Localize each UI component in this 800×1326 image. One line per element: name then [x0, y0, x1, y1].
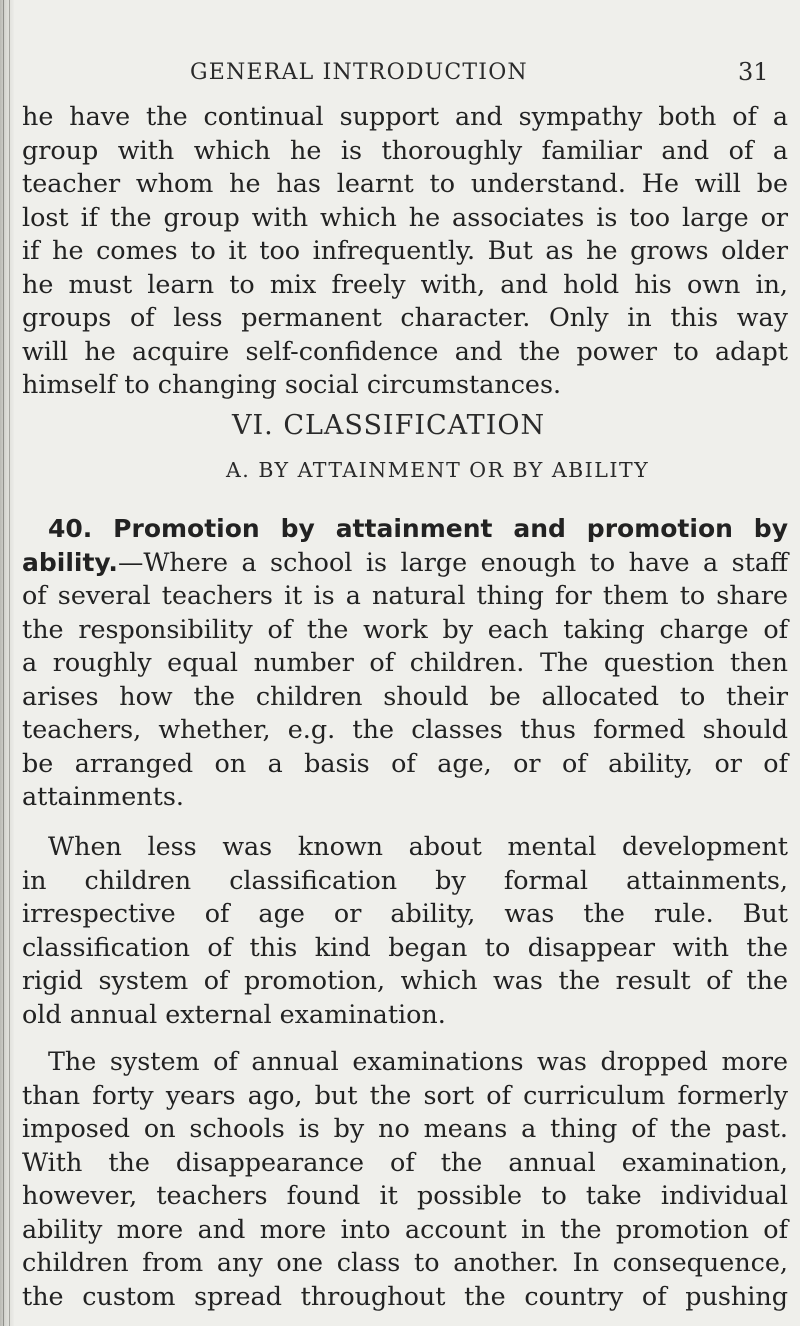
- text-line: teacher whom he has learnt to understand. He will be: [22, 168, 788, 198]
- text-line: irrespective of age or ability, was the rule. But: [22, 898, 788, 928]
- text-line: children from any one class to another. In consequence,: [22, 1247, 788, 1277]
- text-line: ability more and more into account in the promotion of: [22, 1213, 788, 1244]
- text-line: of several teachers it is a natural thing for them to share: [22, 580, 788, 610]
- text-line: rigid system of promotion, which was the result of the: [22, 965, 788, 995]
- text-line: imposed on schools is by no means a thing of the past.: [22, 1113, 788, 1143]
- text-line: himself to changing social circumstances.: [22, 369, 562, 399]
- text-line: With the disappearance of the annual examination,: [22, 1146, 788, 1177]
- paragraph-mental-development: [22, 830, 788, 1031]
- running-head: GENERAL INTRODUCTION: [190, 60, 528, 85]
- text-line: classification of this kind began to disappear with the: [22, 931, 788, 962]
- section-subheading: A. BY ATTAINMENT OR BY ABILITY: [226, 458, 650, 482]
- paragraph-40: [22, 512, 788, 814]
- paragraph-continued: [22, 100, 788, 402]
- text-line: if he comes to it too infrequently. But as he grows older: [22, 235, 788, 265]
- paragraph-lead-title-continued: ability.: [22, 547, 118, 577]
- text-line-rest: —Where a school is large enough to have a staff: [117, 546, 788, 577]
- text-line: When less was known about mental development: [48, 831, 788, 861]
- paragraph-annual-examinations: [22, 1045, 788, 1313]
- text-line: teachers, whether, e.g. the classes thus formed should: [22, 714, 788, 744]
- text-line: attainments.: [22, 781, 184, 811]
- text-line: old annual external examination.: [22, 998, 446, 1029]
- paragraph-lead-title: 40. Promotion by attainment and promotion by: [48, 514, 788, 543]
- text-line: he must learn to mix freely with, and hold his own in,: [22, 268, 788, 299]
- text-line: lost if the group with which he associates is too large or: [22, 201, 788, 232]
- text-line: the custom spread throughout the country of pushing: [22, 1280, 788, 1311]
- text-line: he have the continual support and sympathy both of a: [22, 101, 788, 131]
- text-line: in children classification by formal attainments,: [22, 864, 788, 895]
- text-line: will he acquire self-confidence and the power to adapt: [22, 335, 788, 366]
- text-line: be arranged on a basis of age, or of ability, or of: [22, 747, 788, 778]
- text-line: the responsibility of the work by each taking charge of: [22, 613, 788, 644]
- text-line: group with which he is thoroughly familiar and of a: [22, 134, 788, 165]
- text-line: than forty years ago, but the sort of curriculum formerly: [22, 1079, 788, 1110]
- text-line: however, teachers found it possible to take individual: [22, 1180, 788, 1210]
- text-line: arises how the children should be allocated to their: [22, 680, 788, 711]
- paragraph-lead: [22, 512, 788, 546]
- text-line: The system of annual examinations was dropped more: [48, 1046, 788, 1076]
- text-line: groups of less permanent character. Only in this way: [22, 302, 788, 332]
- text-line: [22, 546, 788, 580]
- page-number: 31: [738, 58, 769, 86]
- text-line: a roughly equal number of children. The question then: [22, 647, 788, 677]
- section-heading: VI. CLASSIFICATION: [232, 410, 546, 441]
